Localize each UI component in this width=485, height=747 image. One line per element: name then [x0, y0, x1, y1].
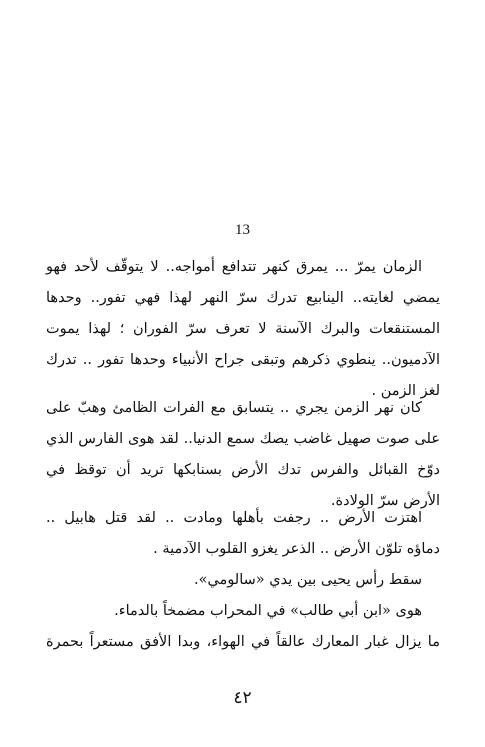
- text-line: دماؤه تلوّن الأرض .. الذعر يغزو القلوب الآدمية .: [153, 541, 440, 557]
- paragraph-2: [46, 393, 440, 517]
- text-line: الزمان يمرّ ... يمرق كنهر تتدافع أمواجه.. لا يتوقّف لأحد فهو: [46, 259, 422, 275]
- chapter-number: 13: [235, 222, 250, 238]
- paragraph-3: [46, 503, 440, 658]
- text-line: كان نهر الزمن يجري .. يتسابق مع الفرات الظامئ وهبّ على: [46, 400, 422, 416]
- text-line: لغز الزمن .: [371, 383, 440, 399]
- text-line: اهتزت الأرض .. رجفت بأهلها ومادت .. لقد قتل هابيل ..: [46, 510, 422, 526]
- text-line: يمضي لغايته.. الينابيع تدرك سرّ النهر لهذا فهي تفور.. وحدها: [46, 290, 440, 306]
- text-line: الآدميون.. ينطوي ذكرهم وتبقى جراح الأنبياء وحدها تفور .. تدرك: [46, 352, 440, 368]
- text-line: سقط رأس يحيى بين يدي «سالومي».: [193, 572, 422, 588]
- page-number: ٤٢: [233, 688, 252, 708]
- text-line: دوّخ القبائل والفرس تدك الأرض بسنابكها تريد أن توقظ في: [46, 462, 440, 478]
- text-line: ما يزال غبار المعارك عالقاً في الهواء، وبدا الأفق مستعراً بحمرة: [46, 634, 440, 650]
- paragraph-1: [46, 252, 440, 407]
- text-line: المستنقعات والبرك الآسنة لا تعرف سرّ الفوران ؛ لهذا يموت: [46, 321, 440, 337]
- text-line: هوى «ابن أبي طالب» في المحراب مضمخاً بالدماء.: [114, 603, 422, 619]
- text-line: الأرض سرّ الولادة.: [330, 493, 440, 509]
- text-line: على صوت صهيل غاضب يصك سمع الدنيا.. لقد هوى الفارس الذي: [46, 431, 440, 447]
